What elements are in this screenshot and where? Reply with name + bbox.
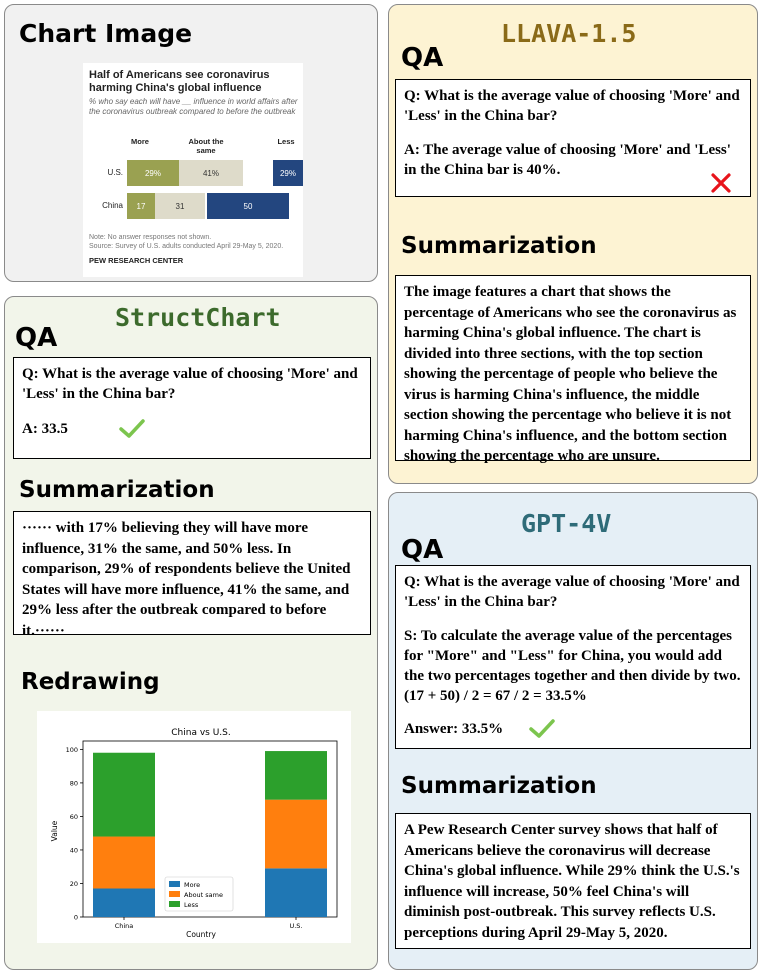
gpt4v-answer-row (404, 718, 742, 740)
pew-us-same: 41% (179, 160, 243, 186)
y-tick-label: 0 (73, 913, 78, 922)
bar-less-us (265, 751, 327, 800)
pew-brand: PEW RESEARCH CENTER (89, 256, 184, 265)
llava-answer: A: The average value of choosing 'More' and 'Less' in the China bar is 40%. (404, 142, 731, 178)
y-tick-label: 20 (69, 879, 78, 888)
structchart-answer-row (22, 418, 362, 440)
pew-chart (83, 63, 303, 277)
structchart-qa-heading: QA (15, 323, 58, 353)
structchart-panel (4, 296, 378, 970)
gpt4v-solution: S: To calculate the average value of the percentages for "More" and "Less" for China, you would add the two percentages together and then divide by two. (17 + 50) / 2 = 67 / 2 = 33.5% (404, 628, 741, 704)
legend-swatch (169, 901, 180, 907)
llava-qa-box (395, 79, 751, 197)
pew-china-more: 17 (127, 193, 155, 219)
legend-swatch (169, 881, 180, 887)
bar-less-china (93, 753, 155, 837)
pew-title: Half of Americans see coronavirus harming China's global influence (89, 69, 270, 94)
bar-about-same-us (265, 800, 327, 869)
bar-more-us (265, 868, 327, 917)
cross-icon (710, 172, 732, 194)
y-tick-label: 100 (65, 745, 78, 754)
structchart-summary-heading: Summarization (19, 477, 215, 503)
redrawn-chart-svg (37, 711, 351, 943)
structchart-title: StructChart (115, 303, 281, 332)
y-tick-label: 60 (69, 812, 78, 821)
pew-col-same: About the same (188, 137, 224, 155)
chart-image-panel (4, 4, 378, 282)
chart-title: China vs U.S. (171, 728, 231, 738)
llava-summary: The image features a chart that shows the percentage of Americans who see the coronavirus as harming China's global influence. The chart is divided into three sections, with the top section showing the percentage of people who believe the virus is harming China's influence, the middle section showing the percentage who believe it is not harming China's influence, and the bottom section showing the percentage who are unsure. (404, 284, 737, 464)
x-tick-label: U.S. (289, 922, 303, 930)
gpt4v-question: Q: What is the average value of choosing 'More' and 'Less' in the China bar? (404, 574, 740, 610)
gpt4v-summary-heading: Summarization (401, 773, 597, 799)
structchart-redraw-heading: Redrawing (21, 669, 160, 695)
pew-row-china: China (102, 201, 123, 210)
bar-about-same-china (93, 837, 155, 889)
llava-question: Q: What is the average value of choosing 'More' and 'Less' in the China bar? (404, 88, 740, 124)
pew-us-more: 29% (127, 160, 179, 186)
legend-label: About same (184, 891, 223, 899)
y-tick-label: 80 (69, 779, 78, 788)
legend-swatch (169, 891, 180, 897)
chart-image-heading: Chart Image (19, 19, 193, 48)
structchart-summary-box (13, 511, 371, 639)
pew-china-less: 50 (207, 193, 289, 219)
llava-title: LLAVA-1.5 (501, 19, 637, 48)
llava-panel (388, 4, 758, 484)
pew-source-line: Source: Survey of U.S. adults conducted April 29-May 5, 2020. (89, 243, 284, 250)
legend-label: Less (184, 901, 199, 909)
check-icon (118, 418, 146, 440)
chart-ylabel: Value (50, 820, 59, 842)
pew-row-us: U.S. (107, 168, 123, 177)
y-tick-label: 40 (69, 846, 78, 855)
structchart-question: Q: What is the average value of choosing 'More' and 'Less' in the China bar? (22, 366, 358, 402)
x-tick-label: China (114, 922, 134, 930)
pew-china-same: 31 (155, 193, 205, 219)
pew-note-line: Note: No answer responses not shown. (89, 234, 212, 241)
structchart-answer: A: 33.5 (22, 421, 68, 437)
gpt4v-summary: A Pew Research Center survey shows that half of Americans believe the coronavirus will decrease China's global influence. While 29% think the U.S.'s influence will increase, 50% feel China's will diminish post-outbreak. This survey reflects U.S. perceptions during April 29-May 5, 2020. (404, 822, 740, 941)
llava-summary-heading: Summarization (401, 233, 597, 259)
bar-more-china (93, 889, 155, 917)
pew-col-less: Less (277, 137, 295, 146)
pew-us-less: 29% (273, 160, 303, 186)
check-icon (528, 718, 556, 740)
gpt4v-qa-heading: QA (401, 535, 444, 565)
gpt4v-qa-box (395, 565, 751, 749)
chart-xlabel: Country (186, 930, 216, 939)
gpt4v-panel (388, 492, 758, 970)
structchart-qa-box (13, 357, 371, 459)
gpt4v-summary-box (395, 813, 751, 949)
legend-label: More (184, 881, 201, 889)
llava-qa-heading: QA (401, 43, 444, 73)
pew-subtitle: % who say each will have __ influence in world affairs after the coronavirus outbreak compared to before the outbreak (89, 97, 298, 116)
gpt4v-answer: Answer: 33.5% (404, 721, 504, 737)
gpt4v-title: GPT-4V (521, 509, 612, 538)
llava-summary-box (395, 275, 751, 464)
structchart-summary: ······ with 17% believing they will have more influence, 31% the same, and 50% less. In comparison, 29% of respondents believe the United States will have more influence, 41% the same, and 29% less after the outbreak compared to before it.······ (22, 520, 351, 639)
redrawn-chart (37, 711, 351, 943)
pew-col-more: More (131, 137, 149, 146)
pew-note (89, 233, 283, 251)
